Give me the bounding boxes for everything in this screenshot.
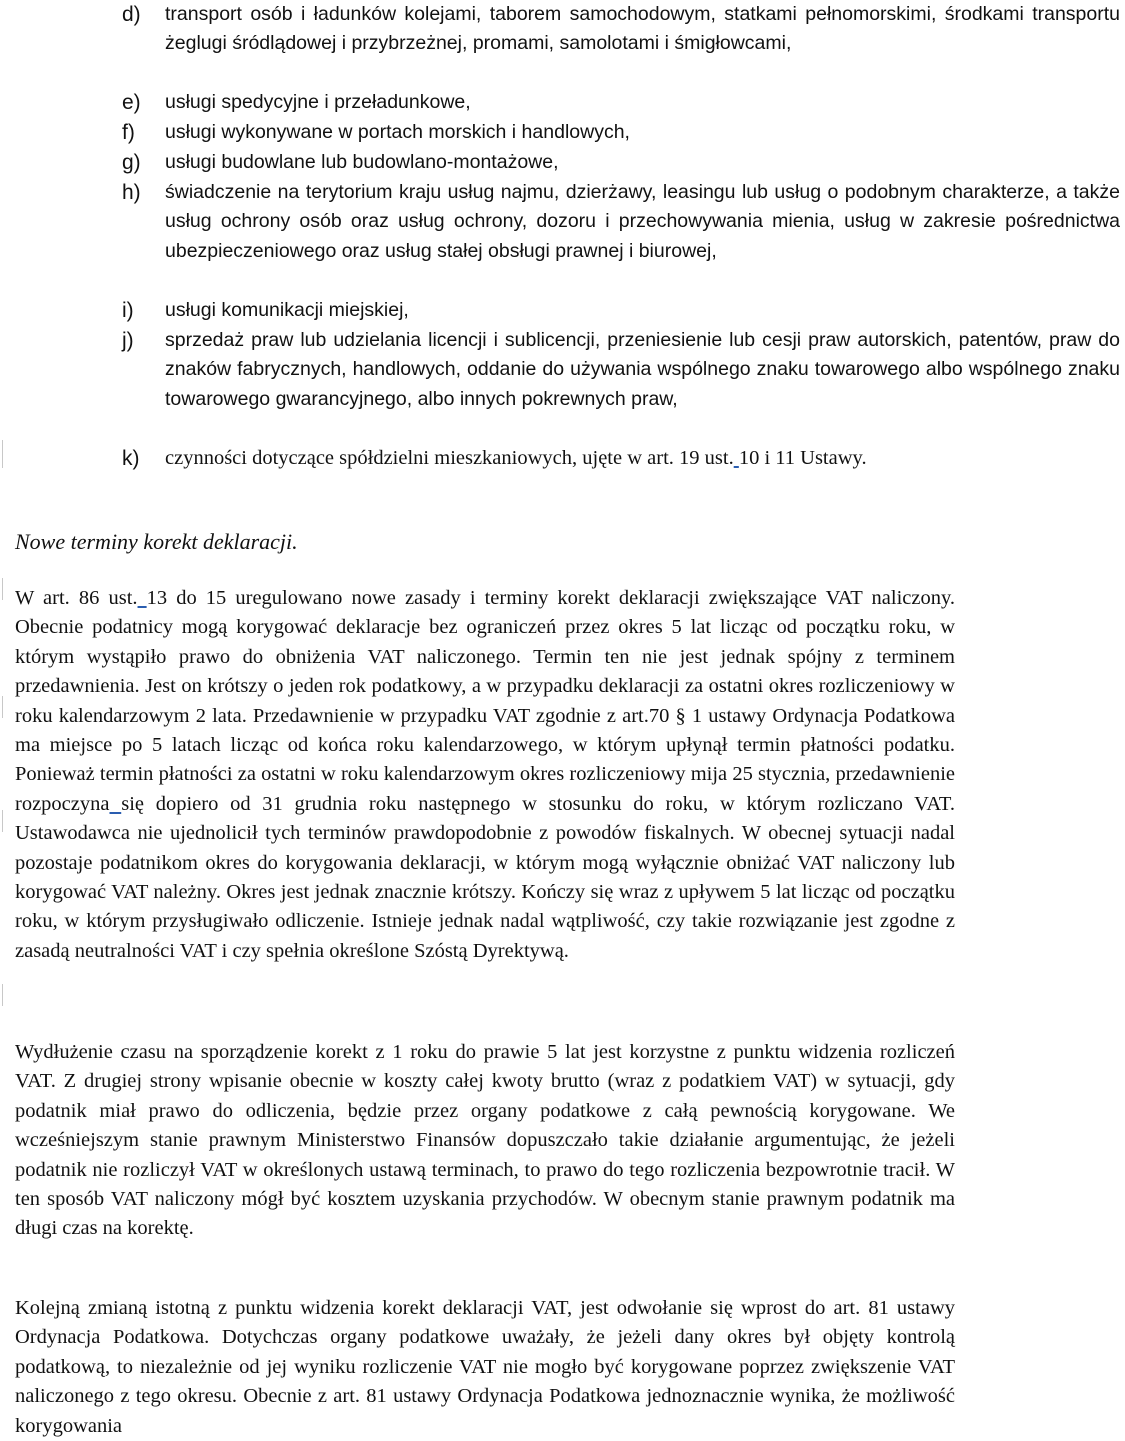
margin-change-bar <box>2 810 3 832</box>
list-marker: k) <box>122 447 140 470</box>
list-item-text: usługi komunikacji miejskiej, <box>165 299 409 321</box>
tracked-change-mark <box>138 587 147 609</box>
list-item-d <box>0 0 1125 59</box>
margin-change-bar <box>2 696 3 718</box>
paragraph-text: W art. 86 ust. <box>15 587 138 609</box>
list-item-text: usługi wykonywane w portach morskich i handlowych, <box>165 121 630 143</box>
list-item-h <box>0 178 1125 266</box>
paragraph-text: się dopiero od 31 grudnia roku następnego w stosunku do roku, w którym rozliczano VAT. Ustawodawca nie ujednolicił tych terminów prawdopodobnie z powodów fiskalnych. W obecnej sytuacji nadal pozostaje podatnikom okres do korygowania deklaracji, w którym mogą wyłącznie obniżać VAT naliczony lub korygować VAT należny. Okres jest jednak znacznie krótszy. Kończy się wraz z upływem 5 lat licząc od początku roku, w którym przysługiwało odliczenie. Istnieje jednak nadal wątpliwość, czy takie rozwiązanie jest zgodne z zasadą neutralności VAT i czy spełnia określone Szóstą Dyrektywą. <box>15 792 955 962</box>
list-item-f <box>0 118 1125 147</box>
list-item-text: świadczenie na terytorium kraju usług najmu, dzierżawy, leasingu lub usług o podobnym charakterze, a także usług ochrony osób oraz usług ochrony, dozoru i przechowywania mienia, usług w zakresie pośrednictwa ubezpieczeniowego oraz usług stałej obsługi prawnej i biurowej, <box>165 181 1120 262</box>
paragraph-3: Kolejną zmianą istotną z punktu widzenia korekt deklaracji VAT, jest odwołanie się wprost do art. 81 ustawy Ordynacja Podatkowa. Dotychczas organy podatkowe uważały, że jeżeli dany okres był objęty kontrolą podatkową, to niezależnie od jej wyniku rozliczenie VAT nie mogło być korygowane poprzez zwiększenie VAT naliczonego z tego okresu. Obecnie z art. 81 ustawy Ordynacja Podatkowa jednoznacznie wynika, że możliwość korygowania <box>15 1297 955 1437</box>
list-marker: h) <box>122 181 141 204</box>
list-item-text: sprzedaż praw lub udzielania licencji i sublicencji, przeniesienie lub cesji praw autorskich, patentów, praw do znaków fabrycznych, handlowych, oddanie do używania wspólnego znaku towarowego albo wspólnego znaku towarowego gwarancyjnego, albo innych pokrewnych praw, <box>165 329 1120 410</box>
list-item-i <box>0 296 1125 325</box>
list-item-g <box>0 148 1125 177</box>
list-item-text: czynności dotyczące spółdzielni mieszkaniowych, ujęte w art. 19 ust. <box>165 447 734 469</box>
section-heading: Nowe terminy korekt deklaracji. <box>15 529 298 554</box>
list-marker: e) <box>122 91 141 114</box>
paragraph-1 <box>15 584 955 966</box>
list-marker: f) <box>122 121 135 144</box>
paragraph-2: Wydłużenie czasu na sporządzenie korekt z 1 roku do prawie 5 lat jest korzystne z punktu widzenia rozliczeń VAT. Z drugiej strony wpisanie obecnie w koszty całej kwoty brutto (wraz z podatkiem VAT) w sytuacji, gdy podatnik miał prawo do odliczenia, będzie przez organy podatkowe z całą pewnością korygowane. We wcześniejszym stanie prawnym Ministerstwo Finansów dopuszczało takie działanie argumentując, że jeżeli podatnik nie rozliczył VAT w określonych ustawą terminach, to prawo do tego rozliczenia bezpowrotnie tracił. W ten sposób VAT naliczony mógł być kosztem uzyskania przychodów. W obecnym stanie prawnym podatnik ma długi czas na korektę. <box>15 1041 955 1240</box>
margin-change-bar <box>2 984 3 1006</box>
list-marker: i) <box>122 299 134 322</box>
list-item-text: transport osób i ładunków kolejami, taborem samochodowym, statkami pełnomorskimi, środkami transportu żeglugi śródlądowej i przybrzeżnej, promami, samolotami i śmigłowcami, <box>165 3 1120 55</box>
list-item-e <box>0 88 1125 117</box>
list-item-text: usługi budowlane lub budowlano-montażowe, <box>165 151 559 173</box>
list-item-text: usługi spedycyjne i przeładunkowe, <box>165 91 471 113</box>
list-item-j <box>0 326 1125 414</box>
list-marker: g) <box>122 151 141 174</box>
margin-change-bar <box>2 578 3 600</box>
list-marker: j) <box>122 329 134 352</box>
list-item-text: 10 i 11 Ustawy. <box>738 447 867 469</box>
list-marker: d) <box>122 3 141 26</box>
list-item-k <box>0 444 1125 473</box>
paragraph-text: 13 do 15 uregulowano nowe zasady i terminy korekt deklaracji zwiększające VAT naliczony. Obecnie podatnicy mogą korygować deklaracje bez ograniczeń przez okres 5 lat licząc od początku roku, w którym wystąpiło prawo do obniżenia VAT naliczonego. Termin ten nie jest jednak spójny z terminem przedawnienia. Jest on krótszy o jeden rok podatkowy, a w przypadku deklaracji za ostatni okres rozliczeniowy w roku kalendarzowym 2 lata. Przedawnienie w przypadku VAT zgodnie z art.70 § 1 ustawy Ordynacja Podatkowa ma miejsce po 5 latach licząc od końca roku kalendarzowego, w którym upłynął termin płatności podatku. Ponieważ termin płatności za ostatni w roku kalendarzowym okres rozliczeniowy mija 25 stycznia, przedawnienie rozpoczyna <box>15 587 956 815</box>
tracked-change-mark <box>109 793 121 815</box>
